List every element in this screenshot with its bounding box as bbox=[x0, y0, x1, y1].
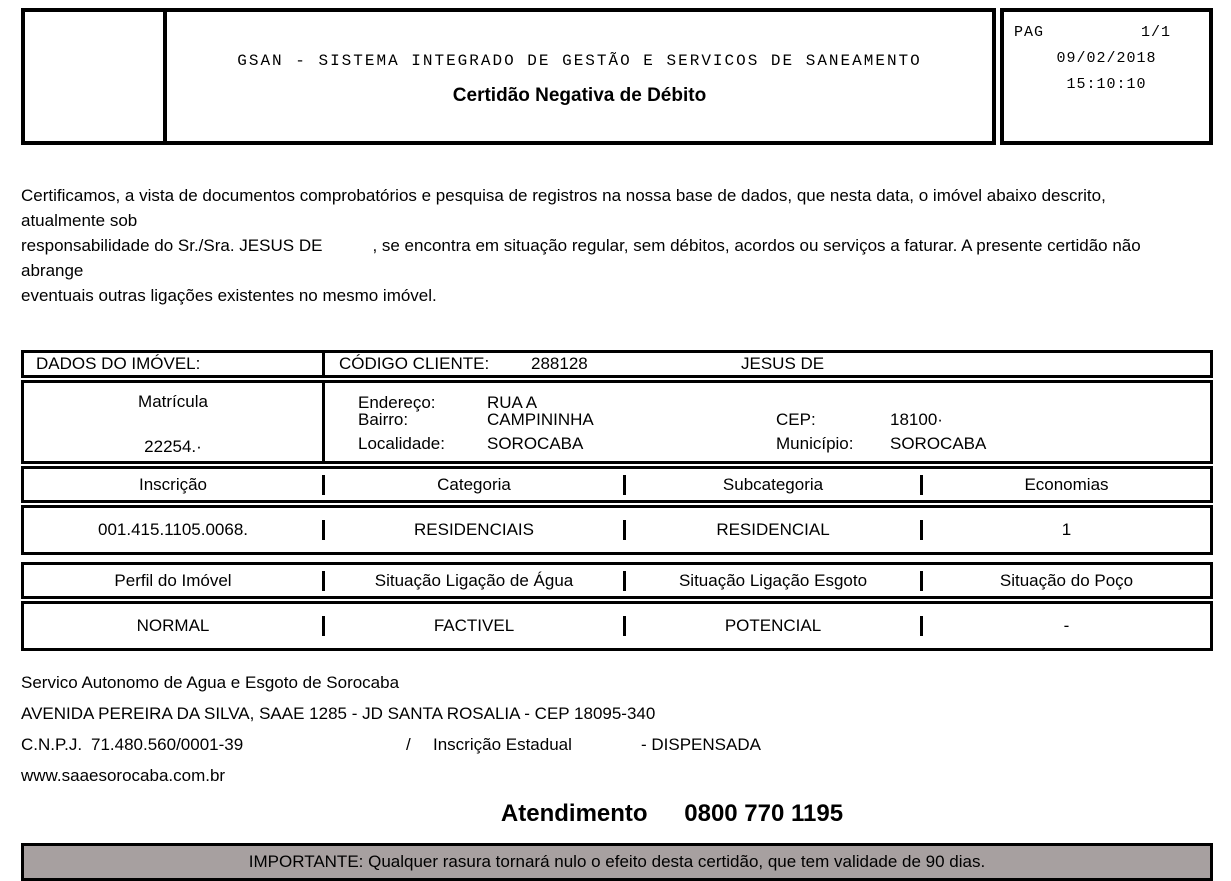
property-table bbox=[21, 350, 1213, 651]
municipio-label: Município: bbox=[776, 434, 854, 453]
cnpj-value: 71.480.560/0001-39 bbox=[91, 735, 244, 754]
value-subcategoria: RESIDENCIAL bbox=[623, 520, 920, 540]
certification-line2: responsabilidade do Sr./Sra. JESUS DE , se encontra em situação regular, sem débitos, acordos ou serviços a faturar. A presente certidão não abrange bbox=[21, 236, 1141, 280]
logo-placeholder-box bbox=[21, 8, 167, 145]
client-code-label: CÓDIGO CLIENTE: bbox=[339, 354, 490, 373]
endereco-value: RUA A bbox=[487, 393, 538, 412]
table-row-grid1-headers bbox=[21, 466, 1213, 503]
bairro-label: Bairro: bbox=[358, 410, 409, 429]
localidade-label: Localidade: bbox=[358, 434, 445, 453]
header-perfil-imovel: Perfil do Imóvel bbox=[114, 570, 232, 590]
atendimento-line bbox=[131, 800, 1213, 828]
value-categoria: RESIDENCIAIS bbox=[322, 520, 623, 540]
cep-label: CEP: bbox=[776, 410, 816, 429]
page-number: 1/1 bbox=[1140, 24, 1171, 41]
client-name: JESUS DE bbox=[741, 354, 825, 373]
bairro-value: CAMPININHA bbox=[487, 410, 594, 429]
company-address: AVENIDA PEREIRA DA SILVA, SAAE 1285 - JD SANTA ROSALIA - CEP 18095-340 bbox=[21, 704, 656, 723]
document-title: Certidão Negativa de Débito bbox=[452, 85, 707, 106]
separator-slash: / bbox=[406, 735, 411, 754]
header-economias: Economias bbox=[920, 475, 1210, 495]
table-row-grid2-headers bbox=[21, 562, 1213, 599]
localidade-value: SOROCABA bbox=[487, 434, 584, 453]
company-name: Servico Autonomo de Agua e Esgoto de Sorocaba bbox=[21, 673, 400, 692]
header-situacao-poco: Situação do Poço bbox=[920, 571, 1210, 591]
value-economias: 1 bbox=[920, 520, 1210, 540]
table-row-address bbox=[21, 380, 1213, 464]
inscricao-estadual-value: - DISPENSADA bbox=[641, 735, 761, 754]
header-situacao-agua: Situação Ligação de Água bbox=[322, 571, 623, 591]
value-inscricao: 001.415.1105.0068. bbox=[98, 520, 248, 539]
header-inscricao: Inscrição bbox=[138, 474, 208, 494]
system-title: GSAN - SISTEMA INTEGRADO DE GESTÃO E SERVICOS DE SANEAMENTO bbox=[237, 52, 922, 70]
document-header bbox=[21, 8, 1213, 145]
print-time: 15:10:10 bbox=[1066, 76, 1147, 93]
section-label: DADOS DO IMÓVEL: bbox=[36, 354, 201, 373]
page-label: PAG bbox=[1014, 24, 1045, 41]
value-perfil-imovel: NORMAL bbox=[136, 616, 210, 635]
print-date: 09/02/2018 bbox=[1056, 50, 1157, 67]
matricula-label: Matrícula bbox=[138, 392, 208, 411]
certification-line1: Certificamos, a vista de documentos comprobatórios e pesquisa de registros na nossa base de dados, que nesta data, o imóvel abaixo descrito, atualmente sob bbox=[21, 186, 1106, 230]
matricula-value: 22254.· bbox=[144, 437, 202, 456]
certification-paragraph bbox=[21, 183, 1171, 308]
title-box bbox=[167, 8, 996, 145]
table-row-header bbox=[21, 350, 1213, 378]
matricula-cell bbox=[24, 383, 322, 461]
client-code-value: 288128 bbox=[531, 354, 588, 373]
value-situacao-esgoto: POTENCIAL bbox=[623, 616, 920, 636]
endereco-label: Endereço: bbox=[358, 393, 436, 412]
cnpj-line bbox=[21, 735, 1213, 755]
document-page bbox=[21, 8, 1213, 881]
important-notice-text: IMPORTANTE: Qualquer rasura tornará nulo o efeito desta certidão, que tem validade de 90 dias. bbox=[248, 852, 986, 871]
important-notice-banner bbox=[21, 843, 1213, 881]
value-situacao-poco: - bbox=[920, 616, 1210, 636]
value-situacao-agua: FACTIVEL bbox=[322, 616, 623, 636]
cep-value: 18100· bbox=[890, 410, 943, 429]
address-cell bbox=[322, 383, 1210, 461]
inscricao-estadual-label: Inscrição Estadual bbox=[433, 735, 572, 754]
document-footer bbox=[21, 673, 1213, 828]
table-row-grid1-values bbox=[21, 505, 1213, 555]
cnpj-label: C.N.P.J. bbox=[21, 735, 83, 754]
atendimento-label: Atendimento bbox=[500, 800, 648, 827]
page-info-box bbox=[1000, 8, 1213, 145]
header-categoria: Categoria bbox=[322, 475, 623, 495]
header-situacao-esgoto: Situação Ligação Esgoto bbox=[623, 571, 920, 591]
header-subcategoria: Subcategoria bbox=[623, 475, 920, 495]
table-row-grid2-values bbox=[21, 601, 1213, 651]
atendimento-phone: 0800 770 1195 bbox=[684, 800, 844, 827]
certification-line3: eventuais outras ligações existentes no mesmo imóvel. bbox=[21, 286, 437, 305]
municipio-value: SOROCABA bbox=[890, 434, 987, 453]
client-code-cell bbox=[322, 353, 1210, 375]
website-url: www.saaesorocaba.com.br bbox=[21, 766, 226, 785]
